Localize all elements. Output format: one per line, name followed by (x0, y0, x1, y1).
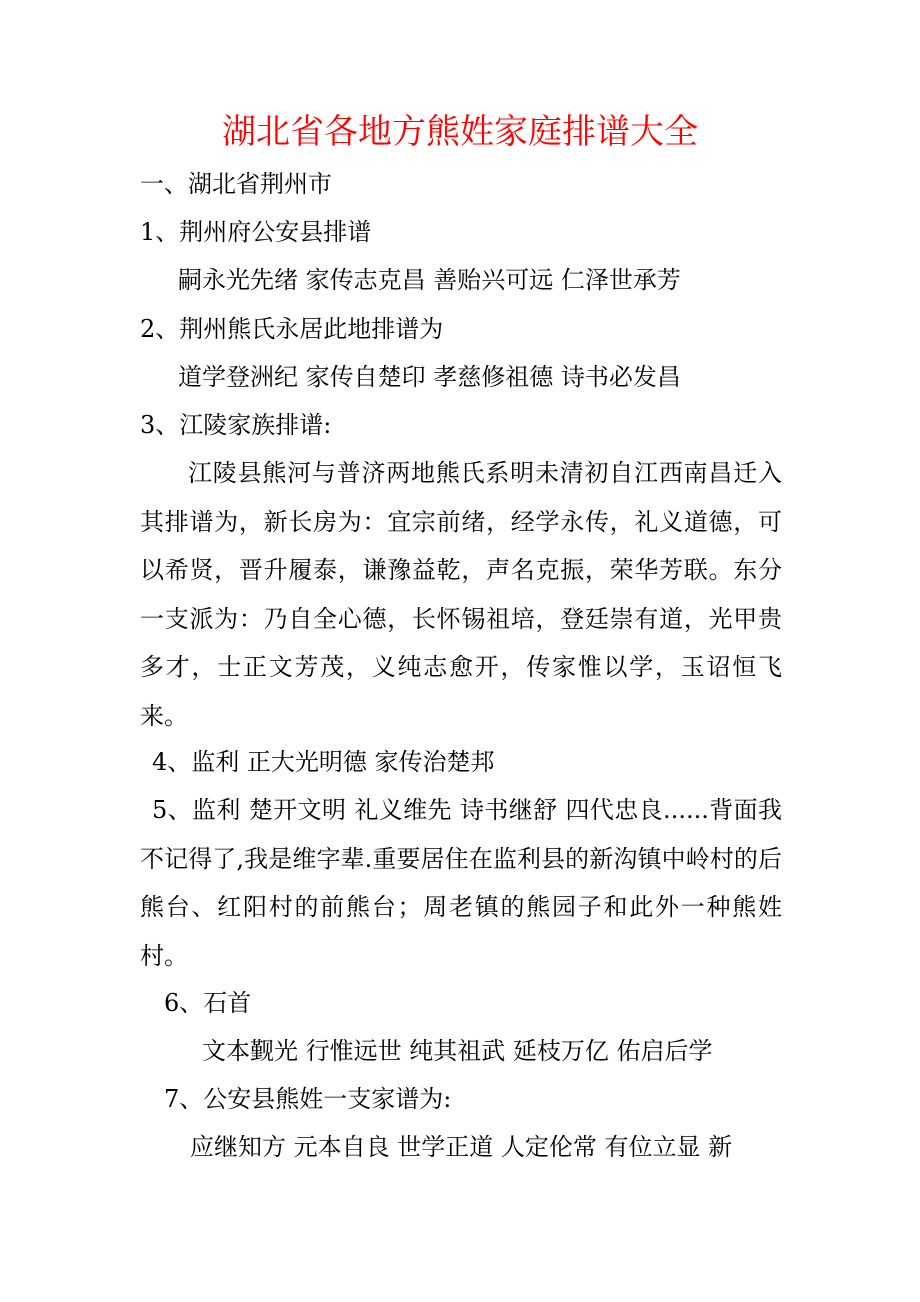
item-7-text: 应继知方 元本自良 世学正道 人定伦常 有位立显 新 (190, 1133, 733, 1161)
item-1-heading: 1、荆州府公安县排谱 (140, 218, 372, 246)
item-2-text: 道学登洲纪 家传自楚印 孝慈修祖德 诗书必发昌 (178, 363, 681, 391)
item-3-paragraph: 江陵县熊河与普济两地熊氏系明未清初自江西南昌迁入其排谱为，新长房为：宜宗前绪，经学永传，礼义道德，可以希贤，晋升履泰，谦豫益乾，声名克振，荣华芳联。东分一支派为：乃自全心德，长怀锡祖培，登廷崇有道，光甲贵多才，士正文芳茂，义纯志愈开，传家惟以学，玉诏恒飞来。 (140, 459, 782, 730)
item-5-paragraph: 5、监利 楚开文明 礼义维先 诗书继舒 四代忠良......背面我不记得了,我是维字辈.重要居住在监利县的新沟镇中岭村的后熊台、红阳村的前熊台；周老镇的熊园子和此外一种熊姓村。 (140, 796, 782, 970)
item-1-text: 嗣永光先绪 家传志克昌 善贻兴可远 仁泽世承芳 (178, 266, 681, 294)
document-title: 湖北省各地方熊姓家庭排谱大全 (222, 112, 698, 152)
section-heading-jingzhou: 一、湖北省荆州市 (140, 170, 332, 198)
item-7-heading: 7、公安县熊姓一支家谱为: (164, 1085, 452, 1113)
item-4-line: 4、监利 正大光明德 家传治楚邦 (152, 748, 495, 776)
item-2-heading: 2、荆州熊氏永居此地排谱为 (140, 315, 444, 343)
item-6-text: 文本觐光 行惟远世 纯其祖武 延枝万亿 佑启后学 (202, 1037, 713, 1065)
item-6-heading: 6、石首 (164, 989, 252, 1017)
item-3-heading: 3、江陵家族排谱: (140, 411, 332, 439)
